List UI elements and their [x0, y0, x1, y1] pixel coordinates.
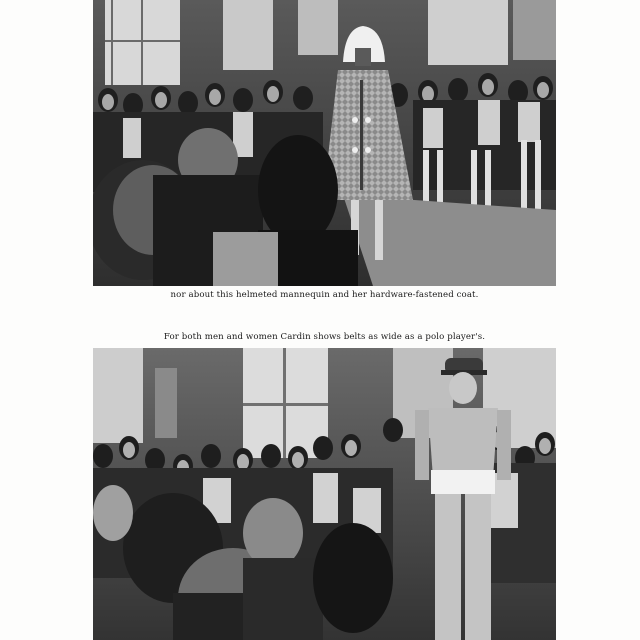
male-model-with-wide-belt-photo: [93, 348, 556, 640]
caption-top: nor about this helmeted mannequin and her hardware-fastened coat.: [170, 290, 479, 300]
helmeted-mannequin-photo: [93, 0, 556, 286]
caption-bottom: For both men and women Cardin shows belts as wide as a polo player's.: [163, 332, 486, 342]
bottom-photo-drawing: [93, 348, 556, 640]
top-photo-drawing: [93, 0, 556, 286]
